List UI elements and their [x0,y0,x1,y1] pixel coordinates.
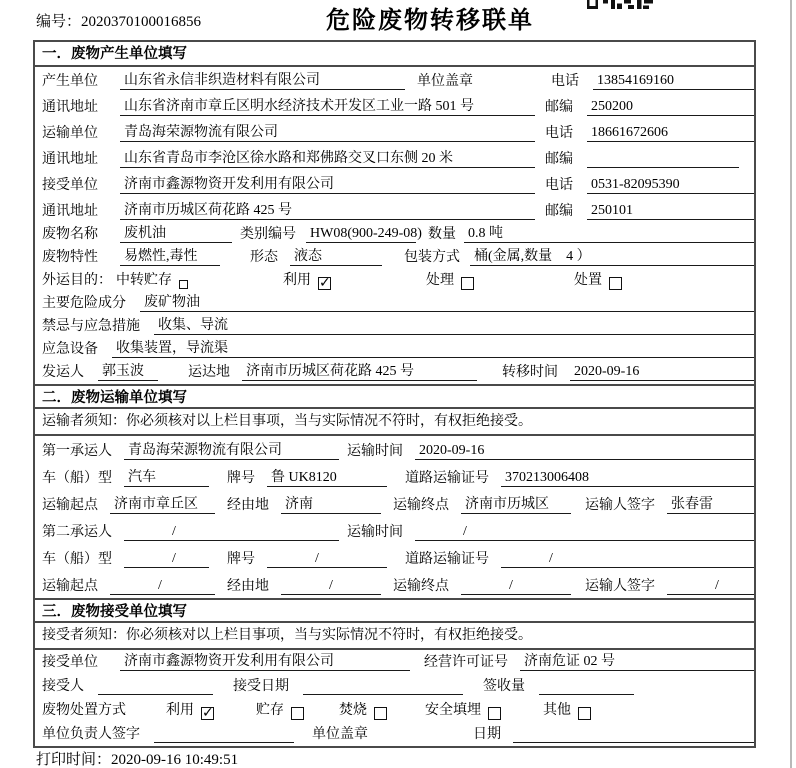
field-label: 主要危险成分 [42,296,126,311]
section-1-header: 一．废物产生单位填写 [35,42,754,67]
field-label: 通讯地址 [42,204,98,219]
checkbox [609,277,622,290]
road-permit-value: 370213006408 [501,469,754,487]
emergency-equipment-row [35,338,754,361]
via-value: / [281,577,381,595]
field-label: 类别编号 [240,227,296,242]
generator-unit-value: 山东省永信非织造材料有限公司 [120,72,405,90]
received-quantity-value [539,690,634,695]
field-label: 车（船）型 [42,552,112,567]
field-label: 第一承运人 [42,444,112,459]
field-label: 电话 [545,178,573,193]
purpose-option [574,269,622,289]
postcode-value [587,163,739,168]
date-value [513,738,754,743]
field-label: 签收量 [483,679,525,694]
field-label: 牌号 [227,471,255,486]
postcode-value: 250200 [587,98,754,116]
emergency-measures-row [35,315,754,338]
disposal-option [256,699,304,719]
field-label: 牌号 [227,552,255,567]
field-label: 邮编 [545,152,573,167]
field-label: 接受单位 [42,655,98,670]
checkbox [291,707,304,720]
road-permit-value: / [501,550,754,568]
checkbox [179,280,188,289]
field-label: 接受人 [42,679,84,694]
disposal-option [543,699,591,719]
checkbox-label: 安全填埋 [425,703,481,718]
field-label: 通讯地址 [42,152,98,167]
field-label: 废物特性 [42,250,98,265]
field-label: 运输终点 [393,579,449,594]
origin-value: / [110,577,215,595]
generator-unit-row [35,67,754,93]
form-state-value: 液态 [290,248,382,266]
print-time-value: 2020-09-16 10:49:51 [111,752,239,768]
transporter-signature-value: / [667,577,754,595]
transporter-notice: 运输者须知：你必须核对以上栏目事项，当与实际情况不符时，有权拒绝接受。 [35,409,754,436]
shipper-name-value: 郭玉波 [98,363,158,381]
field-label: 电话 [545,126,573,141]
field-label: 废物名称 [42,227,98,242]
field-label: 邮编 [545,100,573,115]
field-label: 邮编 [545,204,573,219]
field-label: 应急设备 [42,342,98,357]
accept-date-value [303,690,463,695]
manifest-form-table [33,40,756,748]
acceptor-name-value [98,690,213,695]
field-label: 道路运输证号 [405,552,489,567]
checkbox [461,277,474,290]
first-carrier-row [35,436,754,463]
emergency-measures-value: 收集、导流 [154,317,754,335]
checkbox [201,707,214,720]
checkbox-label: 处置 [574,273,602,288]
checkbox-label: 焚烧 [339,703,367,718]
accepting-unit-row [35,650,754,674]
second-carrier-row [35,517,754,544]
field-label: 禁忌与应急措施 [42,319,140,334]
field-label: 运输人签字 [585,498,655,513]
field-label: 经由地 [227,579,269,594]
phone-value: 0531-82095390 [587,176,754,194]
checkbox-label: 贮存 [256,703,284,718]
terminus-value: 济南市历城区 [461,496,571,514]
field-label: 外运目的： [42,273,112,288]
field-label: 运输起点 [42,498,98,513]
checkbox-label: 利用 [283,273,311,288]
print-time-label: 打印时间： [36,752,112,768]
field-label: 通讯地址 [42,100,98,115]
field-label: 第二承运人 [42,525,112,540]
carrier-name-value: / [124,523,339,541]
field-label: 产生单位 [42,74,98,89]
receiver-unit-row [35,171,754,197]
field-label: 车（船）型 [42,471,112,486]
serial-value: 2020370100016856 [81,14,202,30]
disposal-method-row [35,698,754,722]
carrier-name-value: 青岛海荣源物流有限公司 [124,442,339,460]
field-label: 运输单位 [42,126,98,141]
receiver-notice: 接受者须知：你必须核对以上栏目事项，当与实际情况不符时，有权拒绝接受。 [35,623,754,650]
phone-value: 18661672606 [587,124,754,142]
hazard-component-row [35,292,754,315]
receiver-address-row [35,197,754,223]
field-label: 数量 [428,227,456,242]
page-title: 危险废物转移联单 [326,7,534,34]
field-label: 运输时间 [347,525,403,540]
transport-unit-row [35,119,754,145]
field-label: 电话 [551,74,579,89]
field-label: 日期 [473,727,501,742]
field-label: 接受日期 [233,679,289,694]
vehicle-type-row [35,463,754,490]
waste-name-row [35,223,754,246]
quantity-value: 0.8 吨 [464,225,754,243]
transport-date-value: 2020-09-16 [415,442,754,460]
destination-value: 济南市历城区荷花路 425 号 [242,363,477,381]
route-row [35,490,754,517]
disposal-option [425,699,501,719]
hazard-component-value: 废矿物油 [140,294,754,312]
unit-stamp-label: 单位盖章 [312,727,368,742]
generator-address-row [35,93,754,119]
purpose-option [426,269,474,289]
transport-date-value: / [415,523,754,541]
field-label: 运输时间 [347,444,403,459]
print-time [36,748,238,768]
transporter-signature-value: 张春雷 [667,496,754,514]
vehicle-type-value: / [124,550,209,568]
plate-number-value: 鲁 UK8120 [267,469,387,487]
disposal-option [339,699,387,719]
page-edge-line [790,0,792,768]
checkbox [374,707,387,720]
vehicle-type-value: 汽车 [124,469,209,487]
receiver-unit-value: 济南市鑫源物资开发利用有限公司 [120,176,535,194]
unit-stamp-label: 单位盖章 [417,74,473,89]
transfer-date-value: 2020-09-16 [570,363,754,381]
via-value: 济南 [281,496,381,514]
waste-name-value: 废机油 [120,225,232,243]
origin-value: 济南市章丘区 [110,496,215,514]
serial-label: 编号： [36,14,82,30]
route-row-2 [35,571,754,598]
field-label: 单位负责人签字 [42,727,140,742]
section-3-header: 三．废物接受单位填写 [35,598,754,623]
postcode-value: 250101 [587,202,754,220]
field-label: 道路运输证号 [405,471,489,486]
transport-address-row [35,145,754,171]
vehicle-type-row-2 [35,544,754,571]
packaging-value: 桶(金属,数量 4 ） [470,248,754,266]
field-label: 经由地 [227,498,269,513]
disposal-option [166,699,214,719]
address-value: 山东省济南市章丘区明水经济技术开发区工业一路 501 号 [120,98,535,116]
responsible-signature-value [154,738,294,743]
field-label: 废物处置方式 [42,703,126,718]
plate-number-value: / [267,550,387,568]
serial-number [36,10,201,31]
checkbox [318,277,331,290]
checkbox [578,707,591,720]
checkbox-label: 处理 [426,273,454,288]
shipper-row [35,361,754,384]
address-value: 山东省青岛市李沧区徐水路和郑佛路交叉口东侧 20 米 [120,150,535,168]
transport-unit-value: 青岛海荣源物流有限公司 [120,124,535,142]
checkbox-label: 中转贮存 [116,273,172,288]
category-code-value: HW08(900-249-08) [306,225,416,243]
address-value: 济南市历城区荷花路 425 号 [120,202,535,220]
license-number-value: 济南危证 02 号 [520,653,754,671]
field-label: 接受单位 [42,178,98,193]
field-label: 包装方式 [404,250,460,265]
waste-property-row [35,246,754,269]
checkbox-label: 其他 [543,703,571,718]
field-label: 运达地 [188,365,230,380]
qr-code-fragment-icon [587,0,653,9]
outbound-purpose-row [35,269,754,292]
responsible-signature-row [35,722,754,746]
field-label: 经营许可证号 [424,655,508,670]
acceptor-row [35,674,754,698]
accepting-unit-value: 济南市鑫源物资开发利用有限公司 [120,653,410,671]
field-label: 转移时间 [502,365,558,380]
field-label: 运输起点 [42,579,98,594]
terminus-value: / [461,577,571,595]
purpose-option [283,269,331,289]
checkbox-label: 利用 [166,703,194,718]
field-label: 发运人 [42,365,84,380]
field-label: 运输人签字 [585,579,655,594]
emergency-equipment-value: 收集装置，导流渠 [112,340,754,358]
field-label: 运输终点 [393,498,449,513]
property-value: 易燃性,毒性 [120,248,220,266]
phone-value: 13854169160 [593,72,754,90]
checkbox [488,707,501,720]
purpose-option [116,269,188,289]
section-2-header: 二．废物运输单位填写 [35,384,754,409]
field-label: 形态 [250,250,278,265]
